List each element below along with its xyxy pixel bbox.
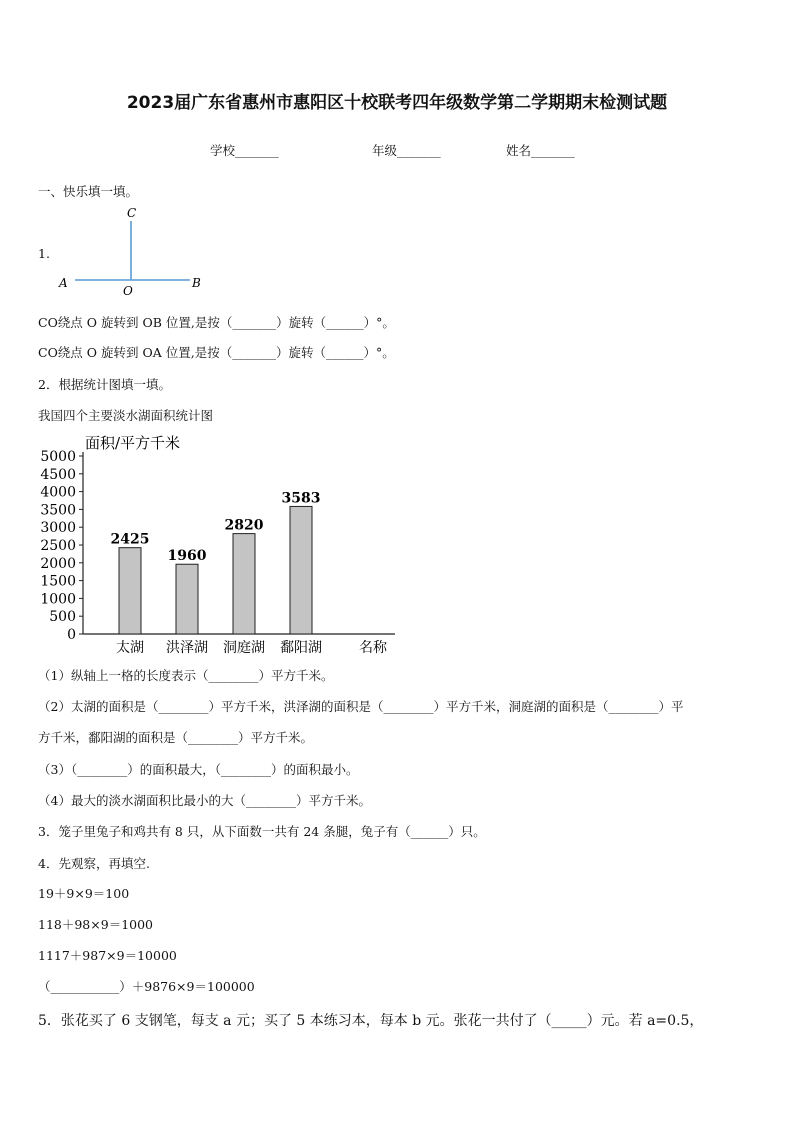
name-field: 姓名_______ <box>506 143 575 158</box>
y-tick-label: 1500 <box>40 573 76 590</box>
y-tick-label: 1000 <box>40 591 76 608</box>
category-label: 洞庭湖 <box>223 640 265 656</box>
q2-sub3: （3）（________）的面积最大，（________）的面积最小。 <box>38 762 359 777</box>
q4-line: 118＋98×9＝1000 <box>38 917 154 932</box>
y-tick-label: 3500 <box>40 502 76 519</box>
bar <box>176 564 198 634</box>
q4-line: 1117＋987×9＝10000 <box>38 948 177 963</box>
data-label: 2820 <box>224 517 264 534</box>
label-o: O <box>123 284 133 298</box>
label-a: A <box>59 276 68 290</box>
y-tick-label: 500 <box>49 609 76 626</box>
y-tick-label: 2500 <box>40 538 76 554</box>
section-heading: 一、快乐填一填。 <box>38 184 139 199</box>
q4-line: （___________）＋9876×9＝100000 <box>38 979 255 994</box>
category-label: 洪泽湖 <box>166 640 208 656</box>
q2-sub2-line1: （2）太湖的面积是（________）平方千米，洪泽湖的面积是（________）平方千米，洞庭湖的面积是（________）平 <box>38 699 684 714</box>
y-tick-label: 4000 <box>40 484 76 501</box>
q1-number: 1. <box>38 246 50 261</box>
page-title: 2023届广东省惠州市惠阳区十校联考四年级数学第二学期期末检测试题 <box>126 93 668 113</box>
grade-field: 年级_______ <box>372 143 441 158</box>
q2-sub4: （4）最大的淡水湖面积比最小的大（________）平方千米。 <box>38 793 371 808</box>
school-field: 学校_______ <box>210 143 279 158</box>
q4-intro: 4．先观察，再填空. <box>38 856 150 871</box>
y-tick-label: 4500 <box>40 466 76 483</box>
y-tick-label: 3000 <box>40 520 76 537</box>
lake-area-bar-chart <box>30 428 410 660</box>
category-label: 太湖 <box>116 640 144 656</box>
q1-line2: CO绕点 O 旋转到 OA 位置,是按（_______）旋转（______）°。 <box>38 345 395 360</box>
data-label: 3583 <box>281 490 321 507</box>
rotation-diagram <box>55 203 215 298</box>
q2-intro: 2．根据统计图填一填。 <box>38 377 171 392</box>
chart-caption: 我国四个主要淡水湖面积统计图 <box>38 408 214 423</box>
bar <box>233 534 255 634</box>
q4-line: 19＋9×9＝100 <box>38 886 130 901</box>
bar <box>290 506 312 634</box>
data-label: 1960 <box>167 548 207 565</box>
q3: 3．笼子里兔子和鸡共有 8 只，从下面数一共有 24 条腿，兔子有（______）只。 <box>38 824 486 839</box>
q2-sub2-line2: 方千米，鄱阳湖的面积是（________）平方千米。 <box>38 730 314 745</box>
x-axis-label: 名称 <box>359 640 387 656</box>
bar <box>119 548 141 634</box>
y-tick-label: 5000 <box>40 449 76 465</box>
y-tick-label: 2000 <box>40 555 76 572</box>
data-label: 2425 <box>110 531 150 548</box>
label-c: C <box>127 206 137 220</box>
y-tick-label: 0 <box>67 627 76 643</box>
q2-sub1: （1）纵轴上一格的长度表示（________）平方千米。 <box>38 668 334 683</box>
y-axis-label: 面积/平方千米 <box>85 434 181 452</box>
q5: 5．张花买了 6 支钢笔，每支 a 元；买了 5 本练习本，每本 b 元。张花一共付了（_____）元。若 a=0.5， <box>38 1013 704 1029</box>
label-b: B <box>192 276 201 290</box>
q1-line1: CO绕点 O 旋转到 OB 位置,是按（_______）旋转（______）°。 <box>38 315 395 330</box>
category-label: 鄱阳湖 <box>280 640 322 656</box>
